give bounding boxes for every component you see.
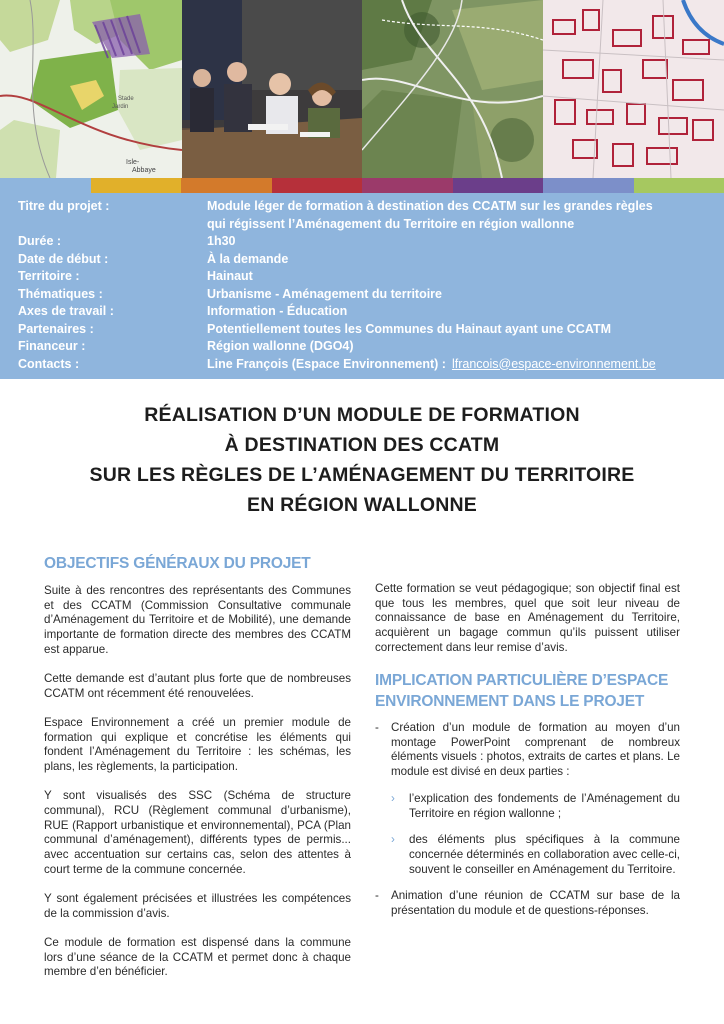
left-column bbox=[44, 553, 351, 994]
chevron-bullet-icon: › bbox=[391, 833, 395, 847]
info-value: 1h30 bbox=[207, 234, 236, 248]
project-info-panel bbox=[0, 193, 724, 379]
title-line: À DESTINATION DES CCATM bbox=[224, 434, 500, 456]
info-value: Potentiellement toutes les Communes du Hainaut ayant une CCATM bbox=[207, 321, 611, 336]
info-label: Territoire : bbox=[18, 269, 80, 283]
color-bar bbox=[0, 178, 724, 193]
map-label: Stade bbox=[118, 96, 134, 102]
chevron-bullet-icon: › bbox=[391, 791, 395, 805]
contact-name: Line François (Espace Environnement) : bbox=[207, 356, 446, 371]
title-line: EN RÉGION WALLONNE bbox=[246, 494, 478, 516]
right-column bbox=[375, 582, 680, 931]
list-item-text: Animation d’une réunion de CCATM sur base de la présentation du module et de questions-réponses. bbox=[391, 889, 680, 918]
color-bar-segment bbox=[272, 178, 363, 193]
color-bar-segment bbox=[362, 178, 453, 193]
zoning-map-image bbox=[0, 0, 182, 178]
title-line: SUR LES RÈGLES DE L’AMÉNAGEMENT DU TERRITOIRE bbox=[89, 464, 635, 486]
info-value: Région wallonne (DGO4) bbox=[207, 339, 354, 353]
color-bar-segment bbox=[91, 178, 182, 193]
color-bar-segment bbox=[543, 178, 634, 193]
color-bar-segment bbox=[634, 178, 724, 193]
info-value: Module léger de formation à destination des CCATM sur les grandes règles bbox=[207, 199, 653, 213]
info-value: Urbanisme - Aménagement du territoire bbox=[207, 286, 443, 301]
info-label: Titre du projet : bbox=[18, 199, 110, 213]
section-heading-involvement bbox=[375, 670, 680, 712]
info-label: Thématiques : bbox=[18, 286, 103, 301]
dash-bullet: - bbox=[375, 889, 379, 903]
page-title bbox=[0, 400, 724, 520]
paragraph: Suite à des rencontres des représentants des Communes et des CCATM (Commission Consultative communale d’Aménagement du Territoire et de Mobilité), une demande importante de formation directe des membres des CCATM est apparue. bbox=[44, 584, 351, 656]
meeting-photo bbox=[182, 0, 362, 178]
sub-list-item bbox=[391, 792, 680, 821]
map-label: Abbaye bbox=[132, 167, 156, 174]
list-item bbox=[375, 721, 680, 877]
contact-email-link[interactable]: lfrancois@espace-environnement.be bbox=[451, 356, 656, 371]
aerial-photo bbox=[362, 0, 543, 178]
paragraph: Cette formation se veut pédagogique; son objectif final est que tous les membres, quel que soit leur niveau de connaissance de base en Aménagement du Territoire, acquièrent un bagage commun qu’ils puissent utiliser correctement dans leur remise d’avis. bbox=[375, 582, 680, 654]
list-item-text: Création d’un module de formation au moyen d’un montage PowerPoint comprenant de nombreux éléments visuels : photos, extraits de cartes et plans. Le module est divisé en deux parties : bbox=[391, 721, 680, 779]
list-item bbox=[375, 889, 680, 918]
map-label: Jardin bbox=[112, 104, 129, 110]
info-value: À la demande bbox=[207, 251, 289, 266]
sub-item-text: l’explication des fondements de l’Aménagement du Territoire en région wallonne ; bbox=[409, 791, 680, 820]
info-value-contact bbox=[207, 356, 707, 374]
paragraph: Ce module de formation est dispensé dans la commune lors d’une séance de la CCATM et permet donc à chaque membre d’en bénéficier. bbox=[44, 935, 351, 979]
info-label: Axes de travail : bbox=[18, 304, 114, 318]
paragraph: Cette demande est d’autant plus forte que de nombreuses CCATM ont récemment été renouvelées. bbox=[44, 672, 351, 700]
sub-item-text: des éléments plus spécifiques à la commune concernée déterminés en collaboration avec celle-ci, souvent le conseiller en Aménagement du Territoire. bbox=[409, 833, 680, 876]
heading-line: ENVIRONNEMENT DANS LE PROJET bbox=[375, 693, 645, 711]
paragraph: Espace Environnement a créé un premier module de formation qui explique et concrétise les éléments qui fondent l’Aménagement du Territoire : les schémas, les plans, les règlements, la participation. bbox=[44, 715, 351, 774]
paragraph: Y sont visualisés des SSC (Schéma de structure communal), RCU (Règlement communal d’urbanisme), RUE (Rapport urbanistique et environnemental), PCA (Plan communal d’aménagement), différents types de permis... avec accentuation sur certains cas, selon des attentes à court terme de la commune concernée. bbox=[44, 789, 351, 876]
color-bar-segment bbox=[453, 178, 544, 193]
info-label: Date de début : bbox=[18, 251, 109, 266]
map-label: Isle- bbox=[126, 159, 140, 166]
info-value: Information - Éducation bbox=[207, 304, 348, 318]
header-photo-strip bbox=[0, 0, 724, 178]
info-label: Partenaires : bbox=[18, 321, 94, 336]
title-line: RÉALISATION D’UN MODULE DE FORMATION bbox=[144, 404, 580, 426]
color-bar-segment bbox=[0, 178, 91, 193]
info-value: qui régissent l’Aménagement du Territoire en région wallonne bbox=[207, 216, 575, 231]
section-heading-objectives: OBJECTIFS GÉNÉRAUX DU PROJET bbox=[44, 555, 311, 572]
info-label: Financeur : bbox=[18, 339, 86, 353]
paragraph: Y sont également précisées et illustrées les compétences de la commission d’avis. bbox=[44, 891, 351, 920]
info-label: Durée : bbox=[18, 234, 62, 248]
dash-bullet: - bbox=[375, 721, 379, 735]
parcel-map-image bbox=[543, 0, 724, 178]
info-label: Contacts : bbox=[18, 356, 80, 371]
sub-list-item bbox=[391, 833, 680, 877]
color-bar-segment bbox=[181, 178, 272, 193]
info-value: Hainaut bbox=[207, 269, 253, 283]
heading-line: IMPLICATION PARTICULIÈRE D’ESPACE bbox=[375, 672, 669, 690]
